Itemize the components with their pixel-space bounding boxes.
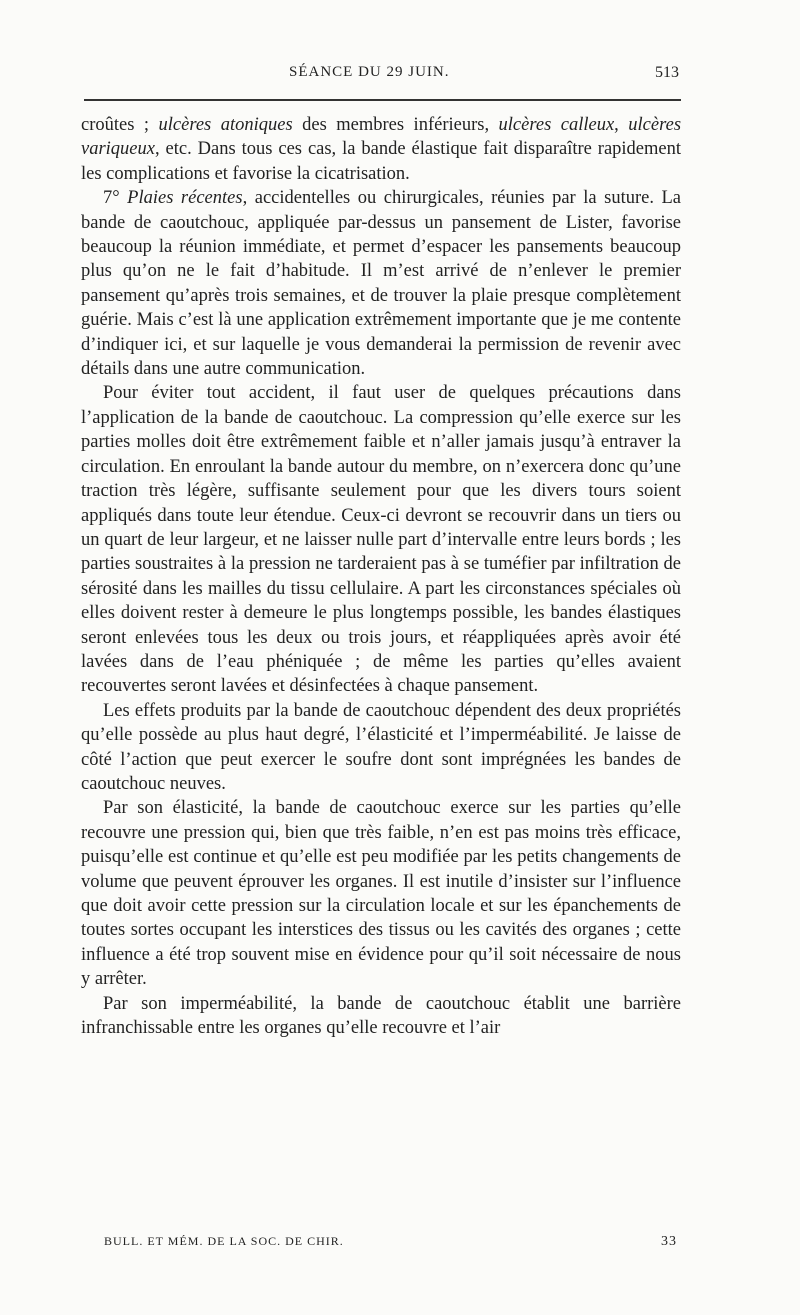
page-number: 513: [655, 64, 679, 81]
journal-title: BULL. ET MÉM. DE LA SOC. DE CHIR.: [104, 1234, 344, 1248]
header-rule: [84, 99, 681, 101]
paragraph: Les effets produits par la bande de caoutchouc dépendent des deux propriétés qu’elle possède au plus haut degré, l’élasticité et l’imperméabilité. Je laisse de côté l’action que peut exercer le soufre dont sont imprégnées les bandes de caoutchouc neuves.: [81, 700, 681, 794]
paragraph: Pour éviter tout accident, il faut user de quelques précautions dans l’application de la bande de caoutchouc. La compression qu’elle exerce sur les parties molles doit être extrêmement faible et n’aller jamais jusqu’à entraver la circulation. En enroulant la bande autour du membre, on n’exercera donc qu’une traction très légère, suffisante seulement pour que les divers tours soient appliqués dans toute leur étendue. Ceux-ci devront se recouvrir dans un tiers ou un quart de leur largeur, et ne laisser nulle part d’intervalle entre leurs bords ; les parties soustraites à la pression ne tarderaient pas à se tuméfier par infiltration de sérosité dans les mailles du tissu cellulaire. A part les circonstances spéciales où elles doivent rester à demeure le plus longtemps possible, les bandes élastiques seront enlevées tous les deux ou trois jours, et réappliquées après avoir été lavées dans de l’eau phéniquée ; de même les parties qu’elles avaient recouvertes seront lavées et désinfectées à chaque pansement.: [81, 383, 681, 697]
running-title: SÉANCE DU 29 JUIN.: [289, 64, 450, 80]
paragraph: croûtes ; ulcères atoniques des membres inférieurs, ulcères calleux, ulcères variqueux, etc. Dans tous ces cas, la bande élastique fait disparaître rapidement les complications et favorise la cicatrisation.: [81, 115, 682, 184]
body-text: [81, 113, 681, 1040]
paragraph: Par son élasticité, la bande de caoutchouc exerce sur les parties qu’elle recouvre une pression qui, bien que très faible, n’en est pas moins très efficace, puisqu’elle est continue et qu’elle est peu modifiée par les petits changements de volume que peuvent éprouver les organes. Il est inutile d’insister sur l’influence que doit avoir cette pression sur la circulation locale et sur les épanchements de toutes sortes occupant les interstices des tissus ou les cavités des organes ; cette influence a été trop souvent mise en évidence pour qu’il soit nécessaire de nous y arrêter.: [81, 798, 681, 990]
paragraph: Par son imperméabilité, la bande de caoutchouc établit une barrière infranchissable entre les organes qu’elle recouvre et l’air: [81, 993, 681, 1039]
paragraph: 7° Plaies récentes, accidentelles ou chirurgicales, réunies par la suture. La bande de caoutchouc, appliquée par-dessus un pansement de Lister, favorise beaucoup la réunion immédiate, et permet d’espacer les pansements beaucoup plus qu’on ne le fait d’habitude. Il m’est arrivé de n’enlever le premier pansement qu’après trois semaines, et de trouver la plaie presque complètement guérie. Mais c’est là une application extrêmement importante que je me contente d’indiquer ici, et sur laquelle je vous demanderai la permission de revenir avec détails dans une autre communication.: [81, 188, 681, 380]
signature-mark: 33: [661, 1234, 677, 1249]
